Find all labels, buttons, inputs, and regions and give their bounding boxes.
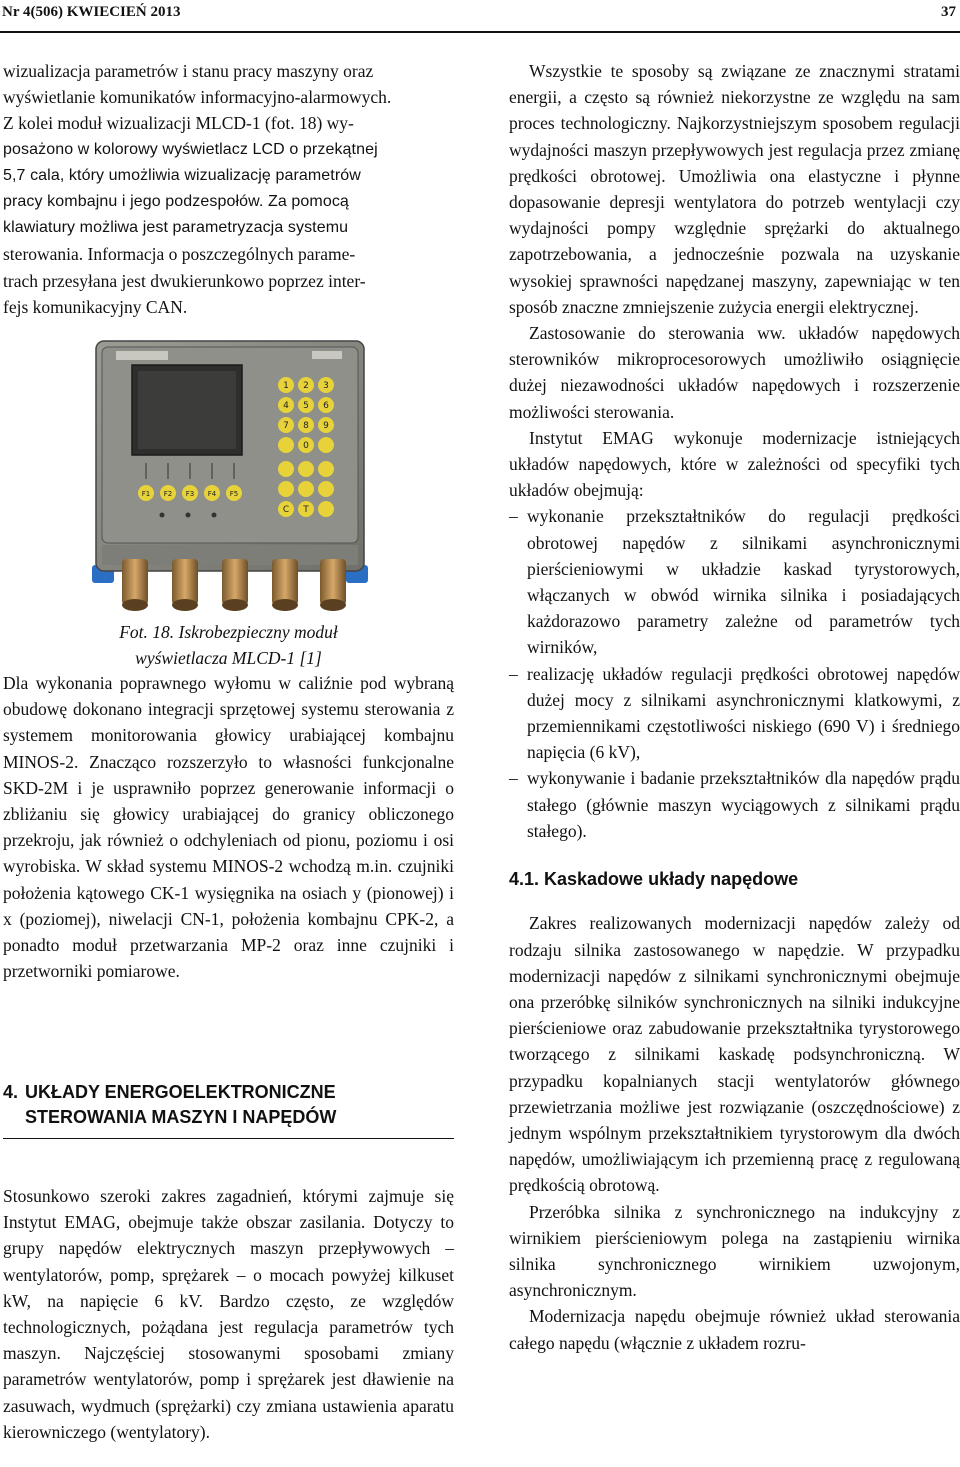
- intro-line: fejs komunikacyjny CAN.: [3, 296, 188, 317]
- svg-text:T: T: [303, 505, 309, 515]
- paragraph: Przeróbka silnika z synchronicznego na indukcyjny z wirnikiem pierścieniowym polega na zastąpieniu wirnika silnika synchronicznego wirnikiem uzwojonym, asynchronicznym.: [509, 1201, 960, 1301]
- paragraph-minos: Dla wykonania poprawnego wyłomu w caliźnie pod wybraną obudowę dokonano integracji sprzętowej systemu sterowania z systemem monitorowania głowicy urabiającej kombajnu MINOS-2. Znacząco rozszerzyło to własności funkcjonalne SKD-2M i je usprawniło poprzez generowanie informacji o zbliżaniu się głowicy urabiającej do granicy obliczonego przekroju, jak również o odchyleniach od pionu, poziomu i osi wyrobiska. W skład systemu MINOS-2 wchodzą m.in. czujniki położenia kątowego CK-1 wysięgnika na osiach y (pionowej) i x (poziomej), niwelacji CN-1, położenia kombajnu CPK-2, a ponadto moduł przetwarzania MP-2 oraz inne czujniki i przetworniki pomiarowe.: [3, 673, 454, 982]
- intro-line: klawiatury możliwa jest parametryzacja systemu: [3, 219, 349, 237]
- svg-text:1: 1: [283, 381, 289, 391]
- list-item: – realizację układów regulacji prędkości obrotowej napędów dużej mocy z silnikami asynchronicznymi klatkowymi, z przemiennikami częstotliwości niskiego (690 V) i średniego napięcia (6 kV),: [509, 661, 960, 766]
- svg-text:4: 4: [283, 401, 289, 411]
- section-rule: [3, 1138, 454, 1139]
- mlcd-device-illustration: [88, 333, 372, 615]
- bullet-list: [509, 503, 960, 844]
- intro-line: sterowania. Informacja o poszczególnych parame-: [3, 244, 356, 265]
- caption-line: wyświetlacza MLCD-1 [1]: [135, 648, 322, 669]
- device-photo: [88, 333, 372, 615]
- right-column: [509, 58, 960, 1356]
- figure-caption: [3, 619, 454, 671]
- svg-text:F3: F3: [185, 490, 195, 498]
- section-title-line1: UKŁADY ENERGOELEKTRONICZNE: [25, 1082, 336, 1102]
- section-title-line2: STEROWANIA MASZYN I NAPĘDÓW: [25, 1107, 337, 1127]
- dash-marker: –: [509, 768, 518, 789]
- intro-line: wyświetlanie komunikatów informacyjno-alarmowych.: [3, 87, 392, 108]
- svg-text:0: 0: [303, 441, 309, 451]
- subsection-heading: 4.1. Kaskadowe układy napędowe: [509, 869, 799, 890]
- svg-text:2: 2: [303, 381, 309, 391]
- list-item: – wykonywanie i badanie przekształtników dla napędów prądu stałego (głównie maszyn wyciągowych z silnikami prądu stałego).: [509, 765, 960, 844]
- svg-text:7: 7: [283, 421, 289, 431]
- list-item: – wykonanie przekształtników do regulacji prędkości obrotowej napędów z silnikami asynchronicznymi pierścieniowymi w układzie kaskad tyrystorowych, włączanych w obwód wirnika silnika i posiadających każdorazowo parametry zależne od parametrów tych wirników,: [509, 503, 960, 660]
- intro-line: 5,7 cala, który umożliwia wizualizację parametrów: [3, 166, 361, 184]
- svg-text:F5: F5: [229, 490, 239, 498]
- intro-line: posażono w kolorowy wyświetlacz LCD o przekątnej: [3, 140, 378, 158]
- svg-text:5: 5: [303, 401, 309, 411]
- paragraph: Instytut EMAG wykonuje modernizacje istniejących układów napędowych, które w zależności od specyfiki tych układów obejmują:: [509, 427, 960, 501]
- svg-text:C: C: [282, 505, 290, 515]
- section-4-text: Stosunkowo szeroki zakres zagadnień, którymi zajmuje się Instytut EMAG, obejmuje także obszar zasilania. Dotyczy to grupy napędów elektrycznych maszyn przepływowych – wentylatorów, pomp, sprężarek – o mocach powyżej kilkuset kW, na napięcie 6 kV. Bardzo często, ze względów technologicznych, pożądana jest regulacja parametrów tych maszyn. Najczęściej stosowanymi sposobami zmiany parametrów wentylatorów, pomp i sprężarek jest dławienie na zasuwach, wydmuch (sprężarki) czy zmiana ustawienia aparatu kierowniczego (wentylatory).: [3, 1186, 454, 1442]
- keypad: [278, 377, 334, 517]
- dash-marker: –: [509, 663, 518, 684]
- intro-line: Z kolei moduł wizualizacji MLCD-1 (fot. 18) wy-: [3, 113, 354, 134]
- section-4-heading: [3, 1080, 454, 1130]
- paragraph: Zastosowanie do sterowania ww. układów napędowych sterowników mikroprocesorowych umożliwiło osiągnięcie dużej niezawodności układów napędowych i rozszerzenie możliwości sterowania.: [509, 323, 960, 422]
- paragraph: Modernizacja napędu obejmuje również układ sterowania całego napędu (włącznie z układem rozru-: [509, 1306, 960, 1353]
- header-rule: [0, 31, 960, 33]
- svg-text:6: 6: [323, 401, 329, 411]
- page-header: [0, 4, 960, 26]
- section-number: 4.: [3, 1082, 19, 1102]
- dash-marker: –: [509, 506, 518, 527]
- intro-line: trach przesyłana jest dwukierunkowo poprzez inter-: [3, 270, 366, 291]
- left-column-intro: [3, 58, 454, 320]
- svg-text:F4: F4: [207, 490, 217, 498]
- caption-line: Fot. 18. Iskrobezpieczny moduł: [119, 622, 338, 642]
- paragraph: Zakres realizowanych modernizacji napędów zależy od rodzaju silnika zastosowanego w napędzie. W przypadku modernizacji napędów z silnikami synchronicznymi obejmuje ona przeróbkę silników synchronicznych na silniki indukcyjne pierścieniowe oraz zabudowanie przekształtnika tyrystorowego tworzącego z silnikami kaskadę podsynchroniczną. W przypadku kopalnianych stacji wentylatorów głównego przewietrzania możliwe jest rozwiązanie (oszczędnościowe) z jednym wspólnym przekształtnikiem tyrystorowym dla dwóch napędów, umożliwiającym ich przemienną pracę z regulowaną prędkością obrotową.: [509, 913, 960, 1196]
- paragraph: Wszystkie te sposoby są związane ze znacznymi stratami energii, a często są również niekorzystne ze względu na sam proces technologiczny. Najkorzystniejszym sposobem regulacji wydajności maszyn przepływowych jest regulacja przez zmianę prędkości obrotowej. Umożliwia ona elastyczne i płynne dopasowanie depresji wentylatora do potrzeb wentylacji czy wydajności pompy względnie sprężarki do aktualnego zapotrzebowania, a jednocześnie pozwala na uzyskanie wysokiej sprawności napędzanej maszyny, zapewniając w ten sposób znaczne zmniejszenie zużycia energii elektrycznej.: [509, 61, 960, 317]
- svg-text:F2: F2: [163, 490, 173, 498]
- svg-text:3: 3: [323, 381, 329, 391]
- svg-text:F1: F1: [141, 490, 151, 498]
- svg-text:8: 8: [303, 421, 309, 431]
- page-number: 37: [941, 4, 956, 20]
- intro-line: pracy kombajnu i jego podzespołów. Za pomocą: [3, 193, 349, 211]
- svg-text:9: 9: [323, 421, 329, 431]
- issue-label: Nr 4(506) KWIECIEŃ 2013: [2, 4, 181, 20]
- intro-line: wizualizacja parametrów i stanu pracy maszyny oraz: [3, 61, 374, 81]
